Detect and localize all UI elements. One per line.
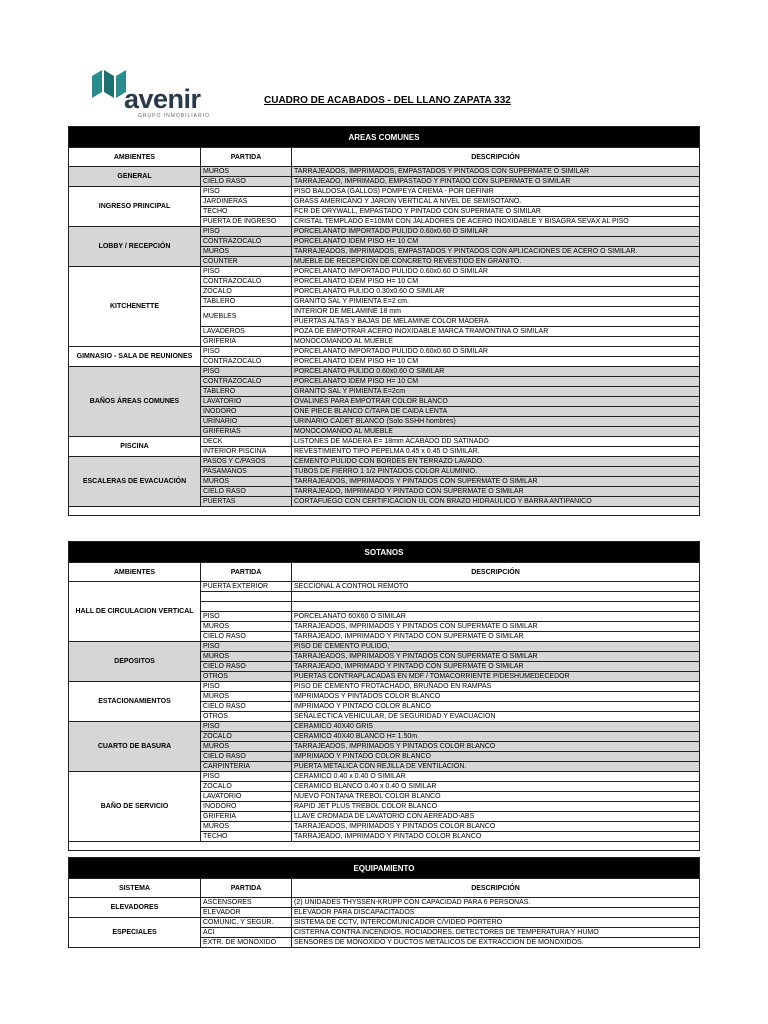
partida-cell: MUROS (201, 622, 292, 632)
partida-cell: MUROS (201, 247, 292, 257)
descripcion-cell: PUERTAS ALTAS Y BAJAS DE MELAMINE COLOR MADERA (292, 317, 700, 327)
table-row (69, 437, 700, 447)
descripcion-cell: SECCIONAL A CONTROL REMOTO (292, 582, 700, 592)
table-row (69, 267, 700, 277)
descripcion-cell: PISO BALDOSA (GALLOS) POMPEYA CREMA - POR DEFINIR (292, 187, 700, 197)
descripcion-cell: PORCELANATO IMPORTADO PULIDO 0.60x0.60 O SIMILAR (292, 347, 700, 357)
col-header-partida: PARTIDA (201, 563, 292, 582)
descripcion-cell: CERAMICO 40X40 BLANCO H= 1.50m (292, 732, 700, 742)
section-header-areas: AREAS COMUNES (69, 127, 700, 148)
partida-cell: TABLERO (201, 297, 292, 307)
partida-cell: PISO (201, 367, 292, 377)
ambiente-cell: ESPECIALES (69, 918, 201, 948)
descripcion-cell: PORCELANATO IDEM PISO H= 10 CM (292, 277, 700, 287)
descripcion-cell: IMPRIMADOS Y PINTADOS COLOR BLANCO (292, 692, 700, 702)
document-title: CUADRO DE ACABADOS - DEL LLANO ZAPATA 332 (264, 95, 511, 106)
partida-cell: CONTRAZOCALO (201, 277, 292, 287)
table-row (69, 187, 700, 197)
partida-cell: MUROS (201, 692, 292, 702)
partida-cell: TECHO (201, 207, 292, 217)
descripcion-cell: PISO DE CEMENTO PULIDO, (292, 642, 700, 652)
descripcion-cell: PORCELANATO PULIDO 0.60x0.60 O SIMILAR (292, 367, 700, 377)
partida-cell: PUERTA DE INGRESO (201, 217, 292, 227)
descripcion-cell: CORTAFUEGO CON CERTIFICACIÓN UL CON BRAZO HIDRAULICO Y BARRA ANTIPANICO (292, 497, 700, 507)
partida-cell: PISO (201, 682, 292, 692)
descripcion-cell: FCR DE DRYWALL, EMPASTADO Y PINTADO CON SUPERMATE O SIMILAR (292, 207, 700, 217)
ambiente-cell: PISCINA (69, 437, 201, 457)
spacer-cell (69, 842, 700, 851)
table-row (69, 898, 700, 908)
col-header-ambientes: AMBIENTES (69, 563, 201, 582)
descripcion-cell: PISO DE CEMENTO FROTACHADO, BRUÑADO EN RAMPAS (292, 682, 700, 692)
partida-cell: MUROS (201, 822, 292, 832)
partida-cell: CONTRAZOCALO (201, 237, 292, 247)
descripcion-cell: REVESTIMIENTO TIPO PEPELMA 0.45 x 0.45 O SIMILAR. (292, 447, 700, 457)
partida-cell: CIELO RASO (201, 177, 292, 187)
partida-cell: PISO (201, 642, 292, 652)
descripcion-cell: TARRAJEADOS, IMPRIMADOS Y PINTADOS CON SUPERMATE O SIMILAR (292, 622, 700, 632)
partida-cell: ZOCALO (201, 732, 292, 742)
ambiente-cell: GIMNASIO - SALA DE REUNIONES (69, 347, 201, 367)
descripcion-cell: PORCELANATO IMPORTADO PULIDO 0.60x0.60 O SIMILAR (292, 227, 700, 237)
descripcion-cell: GRANITO SAL Y PIMIENTA E=2cm (292, 387, 700, 397)
ambiente-cell: KITCHENETTE (69, 267, 201, 347)
partida-cell: COUNTER (201, 257, 292, 267)
partida-cell: CIELO RASO (201, 752, 292, 762)
ambiente-cell: LOBBY / RECEPCIÓN (69, 227, 201, 267)
descripcion-cell: PORCELANATO PULIDO 0.30x0.60 O SIMILAR (292, 287, 700, 297)
descripcion-cell: PORCELANATO 60X60 O SIMILAR (292, 612, 700, 622)
table-row (69, 457, 700, 467)
partida-cell: PISO (201, 612, 292, 622)
partida-cell (201, 592, 292, 602)
company-logo (92, 70, 232, 122)
equipamiento-table (68, 857, 700, 948)
partida-cell: ZOCALO (201, 287, 292, 297)
ambiente-cell: ELEVADORES (69, 898, 201, 918)
descripcion-cell: ELEVADOR PARA DISCAPACITADOS (292, 908, 700, 918)
table-row (69, 772, 700, 782)
descripcion-cell: RAPID JET PLUS TREBOL COLOR BLANCO (292, 802, 700, 812)
descripcion-cell: TARRAJEADOS, IMPRIMADOS Y PINTADOS CON SUPERMATE O SIMILAR (292, 477, 700, 487)
partida-cell: PISO (201, 347, 292, 357)
partida-cell: MUROS (201, 477, 292, 487)
partida-cell: ASCENSORES (201, 898, 292, 908)
descripcion-cell: (2) UNIDADES THYSSEN-KRUPP CON CAPACIDAD PARA 6 PERSONAS. (292, 898, 700, 908)
partida-cell: PUERTA EXTERIOR (201, 582, 292, 592)
partida-cell: GRIFERIA (201, 337, 292, 347)
partida-cell: LAVATORIO (201, 792, 292, 802)
ambiente-cell: GENERAL (69, 167, 201, 187)
descripcion-cell: PORCELANATO IDEM PISO H= 10 CM (292, 237, 700, 247)
partida-cell: DECK (201, 437, 292, 447)
partida-cell: CIELO RASO (201, 632, 292, 642)
descripcion-cell: CERAMICO BLANCO 0.40 x 0.40 O SIMILAR (292, 782, 700, 792)
ambiente-cell: ESCALERAS DE EVACUACIÓN (69, 457, 201, 507)
logo-tagline: GRUPO INMOBILIARIO (138, 113, 210, 119)
descripcion-cell: INTERIOR DE MELAMINE 18 mm (292, 307, 700, 317)
table-row (69, 682, 700, 692)
partida-cell: MUROS (201, 167, 292, 177)
partida-cell: INODORO (201, 802, 292, 812)
descripcion-cell: PUERTAS CONTRAPLACADAS EN MDF / TOMACORRIENTE P/DESHUMEDECEDOR (292, 672, 700, 682)
table-row (69, 367, 700, 377)
partida-cell: LAVADEROS (201, 327, 292, 337)
descripcion-cell: PORCELANATO IDEM PISO H= 10 CM (292, 377, 700, 387)
descripcion-cell: IMPRIMADO Y PINTADO COLOR BLANCO (292, 752, 700, 762)
ambiente-cell: BAÑO DE SERVICIO (69, 772, 201, 842)
table-row (69, 582, 700, 592)
partida-cell: TECHO (201, 832, 292, 842)
descripcion-cell: TARRAJEADO, IMPRIMADO, EMPASTADO Y PINTADO CON SUPERMATE O SIMILAR (292, 177, 700, 187)
descripcion-cell (292, 602, 700, 612)
spacer-row (69, 842, 700, 851)
descripcion-cell: TARRAJEADO, IMPRIMADO Y PINTADO CON SUPERMATE O SIMILAR (292, 662, 700, 672)
spacer-row (69, 507, 700, 516)
descripcion-cell: CISTERNA CONTRA INCENDIOS, ROCIADORES, DETECTORES DE TEMPERATURA Y HUMO (292, 928, 700, 938)
partida-cell: CONTRAZOCALO (201, 377, 292, 387)
partida-cell: OTROS (201, 672, 292, 682)
descripcion-cell: POZA DE EMPOTRAR ACERO INOXIDABLE MARCA TRAMONTINA O SIMILAR (292, 327, 700, 337)
descripcion-cell: TARRAJEADOS, IMPRIMADOS Y PINTADOS CON SUPERMATE O SIMILAR (292, 652, 700, 662)
sotanos-table (68, 541, 700, 851)
ambiente-cell: BAÑOS ÁREAS COMUNES (69, 367, 201, 437)
section-header-sotanos: SOTANOS (69, 542, 700, 563)
descripcion-cell: LLAVE CROMADA DE LAVATORIO CON AEREADO-ABS (292, 812, 700, 822)
partida-cell: EXTR. DE MONÓXIDO (201, 938, 292, 948)
ambiente-cell: CUARTO DE BASURA (69, 722, 201, 772)
descripcion-cell: NUEVO FONTANA TREBOL COLOR BLANCO (292, 792, 700, 802)
partida-cell: GRIFERIA (201, 812, 292, 822)
partida-cell: COMUNIC. Y SEGUR. (201, 918, 292, 928)
partida-cell: INTERIOR PISCINA (201, 447, 292, 457)
descripcion-cell: SISTEMA DE CCTV, INTERCOMUNICADOR C/VIDEO PORTERO (292, 918, 700, 928)
partida-cell: PISO (201, 772, 292, 782)
descripcion-cell: SENSORES DE MONOXIDO Y DUCTOS METALICOS DE EXTRACCION DE MONOXIDOS. (292, 938, 700, 948)
partida-cell: CONTRAZOCALO (201, 357, 292, 367)
descripcion-cell: PUERTA METALICA CON REJILLA DE VENTILACIÓN. (292, 762, 700, 772)
descripcion-cell: TARRAJEADOS, IMPRIMADOS, EMPASTADOS Y PINTADOS CON APLICACIONES DE ACERO O SIMILAR. (292, 247, 700, 257)
logo-mark-icon (92, 70, 128, 98)
descripcion-cell: IMPRIMADO Y PINTADO COLOR BLANCO (292, 702, 700, 712)
descripcion-cell: URINARIO CADET BLANCO (Solo SSHH hombres) (292, 417, 700, 427)
descripcion-cell: MONOCOMANDO AL MUEBLE (292, 337, 700, 347)
partida-cell: LAVATORIO (201, 397, 292, 407)
descripcion-cell: TARRAJEADOS, IMPRIMADOS Y PINTADOS COLOR BLANCO (292, 742, 700, 752)
descripcion-cell: GRANITO SAL Y PIMIENTA E=2 cm. (292, 297, 700, 307)
table-row (69, 227, 700, 237)
col-header-partida: PARTIDA (201, 148, 292, 167)
partida-cell: CIELO RASO (201, 487, 292, 497)
col-header-descripcion: DESCRIPCIÓN (292, 563, 700, 582)
descripcion-cell: MONOCOMANDO AL MUEBLE (292, 427, 700, 437)
partida-cell: PISO (201, 722, 292, 732)
col-header-partida: PARTIDA (201, 879, 292, 898)
descripcion-cell: GRASS AMERICANO Y JARDIN VERTICAL A NIVEL DE SEMISOTANO. (292, 197, 700, 207)
table-row (69, 918, 700, 928)
areas-comunes-table (68, 126, 700, 516)
partida-cell: URINARIO (201, 417, 292, 427)
descripcion-cell: PORCELANATO IDEM PISO H= 10 CM (292, 357, 700, 367)
col-header-sistema: SISTEMA (69, 879, 201, 898)
descripcion-cell: PORCELANATO IMPORTADO PULIDO 0.60x0.60 O SIMILAR (292, 267, 700, 277)
descripcion-cell: TUBOS DE FIERRO 1 1/2 PINTADOS COLOR ALUMINIO. (292, 467, 700, 477)
partida-cell: PISO (201, 187, 292, 197)
ambiente-cell: INGRESO PRINCIPAL (69, 187, 201, 227)
partida-cell: OTROS (201, 712, 292, 722)
descripcion-cell: SEÑALECTICA VEHICULAR, DE SEGURIDAD Y EVACUACION (292, 712, 700, 722)
descripcion-cell: TARRAJEADOS, IMPRIMADOS, EMPASTADOS Y PINTADOS CON SUPERMATE O SIMILAR (292, 167, 700, 177)
partida-cell: PUERTAS (201, 497, 292, 507)
ambiente-cell: ESTACIONAMIENTOS (69, 682, 201, 722)
partida-cell: MUROS (201, 742, 292, 752)
partida-cell: MUROS (201, 652, 292, 662)
table-row (69, 167, 700, 177)
partida-cell: CIELO RASO (201, 662, 292, 672)
descripcion-cell: ONE PIECE BLANCO C/TAPA DE CAIDA LENTA (292, 407, 700, 417)
descripcion-cell: TARRAJEADO, IMPRIMADO Y PINTADO COLOR BLANCO (292, 832, 700, 842)
col-header-ambientes: AMBIENTES (69, 148, 201, 167)
partida-cell: CARPINTERIA (201, 762, 292, 772)
table-row (69, 347, 700, 357)
ambiente-cell: DEPOSITOS (69, 642, 201, 682)
partida-cell: PISO (201, 267, 292, 277)
descripcion-cell: LISTONES DE MADERA E= 18mm ACABADO DD SATINADO (292, 437, 700, 447)
partida-cell: PASOS Y C/PASOS (201, 457, 292, 467)
partida-cell: INODORO (201, 407, 292, 417)
descripcion-cell: TARRAJEADO, IMPRIMADO Y PINTADO CON SUPERMATE O SIMILAR (292, 632, 700, 642)
partida-cell (201, 602, 292, 612)
partida-cell: JARDINERAS (201, 197, 292, 207)
descripcion-cell: CERAMICO 0.40 x 0.40 O SIMILAR (292, 772, 700, 782)
descripcion-cell (292, 592, 700, 602)
descripcion-cell: TARRAJEADOS, IMPRIMADOS Y PINTADOS COLOR BLANCO (292, 822, 700, 832)
descripcion-cell: CEMENTO PULIDO CON BORDES EN TERRAZO LAVADO. (292, 457, 700, 467)
table-row (69, 642, 700, 652)
col-header-descripcion: DESCRIPCIÓN (292, 879, 700, 898)
col-header-descripcion: DESCRIPCIÓN (292, 148, 700, 167)
partida-cell: TABLERO (201, 387, 292, 397)
partida-cell: MUEBLES (201, 307, 292, 327)
partida-cell: ELEVADOR (201, 908, 292, 918)
table-row (69, 722, 700, 732)
descripcion-cell: OVALINES PARA EMPOTRAR COLOR BLANCO (292, 397, 700, 407)
partida-cell: ACI (201, 928, 292, 938)
spacer-cell (69, 507, 700, 516)
partida-cell: PISO (201, 227, 292, 237)
partida-cell: ZOCALO (201, 782, 292, 792)
descripcion-cell: CRISTAL TEMPLADO E=10MM CON JALADORES DE ACERO INOXIDABLE Y BISAGRA SEVAX AL PISO (292, 217, 700, 227)
descripcion-cell: MUEBLE DE RECEPCIÓN DE CONCRETO REVESTIDO EN GRANITO. (292, 257, 700, 267)
partida-cell: CIELO RASO (201, 702, 292, 712)
partida-cell: PASAMANOS (201, 467, 292, 477)
ambiente-cell: HALL DE CIRCULACION VERTICAL (69, 582, 201, 642)
descripcion-cell: CERAMICO 40X40 GRIS (292, 722, 700, 732)
section-header-equipamiento: EQUIPAMIENTO (69, 858, 700, 879)
logo-wordmark: avenir (124, 84, 201, 114)
partida-cell: GRIFERIAS (201, 427, 292, 437)
document-header (0, 0, 768, 126)
descripcion-cell: TARRAJEADO, IMPRIMADO Y PINTADO CON SUPERMATE O SIMILAR (292, 487, 700, 497)
